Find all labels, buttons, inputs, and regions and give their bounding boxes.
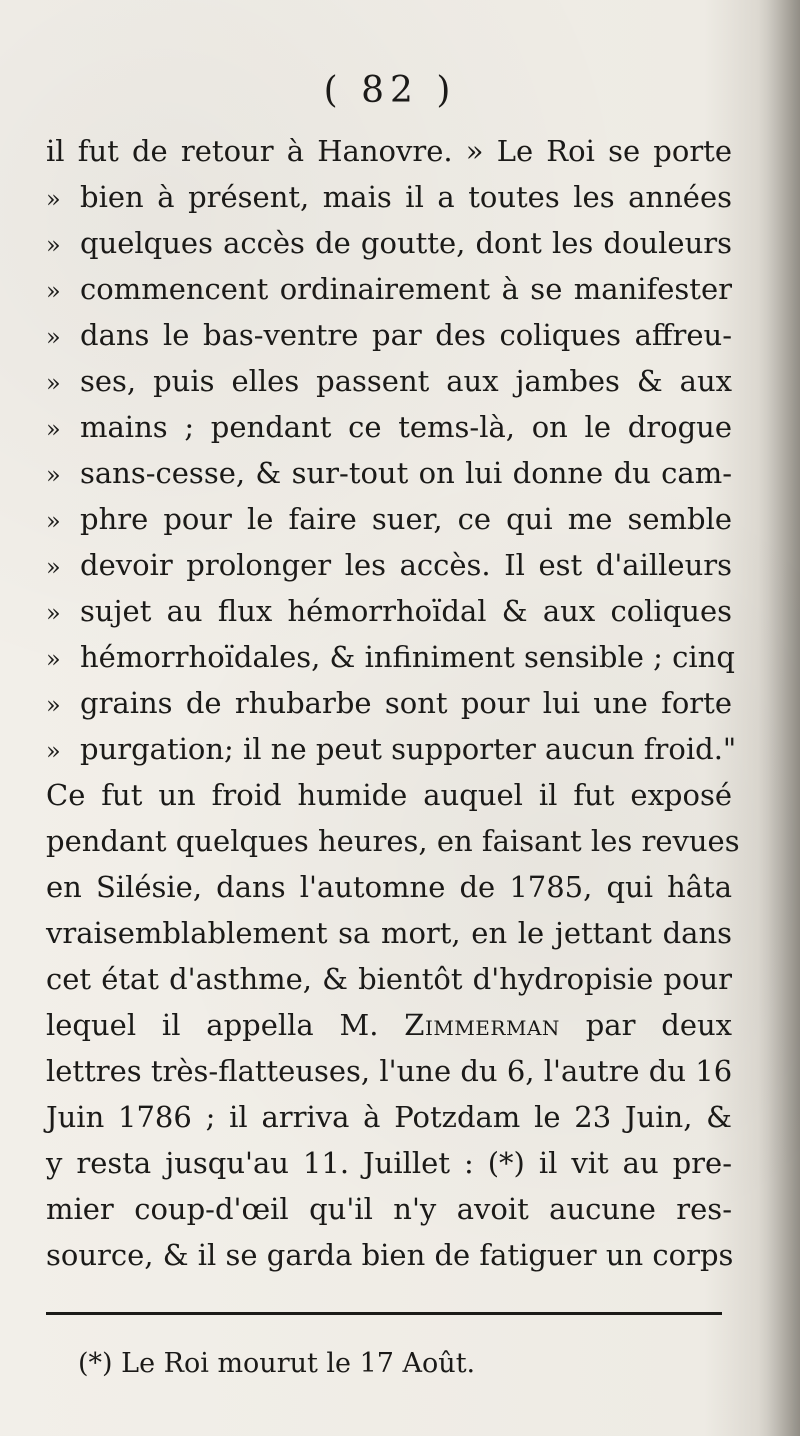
- text-line: lettres très-flatteuses, l'une du 6, l'autre du 16: [46, 1054, 733, 1088]
- text-line-content: devoir prolonger les accès. Il est d'ailleurs: [80, 548, 732, 582]
- main-text: [46, 128, 740, 1278]
- text-line-end: par deux: [585, 1008, 733, 1042]
- footnote-divider: [46, 1312, 722, 1315]
- text-line: vraisemblablement sa mort, en le jettant dans: [46, 916, 732, 950]
- text-line-content: mains ; pendant ce tems-là, on le drogue: [80, 410, 732, 444]
- quoted-line: [46, 220, 732, 266]
- quoted-line: [46, 312, 732, 358]
- footnote: (*) Le Roi mourut le 17 Août.: [78, 1348, 476, 1379]
- quote-mark: »: [46, 599, 61, 627]
- text-line-content: sujet au flux hémorrhoïdal & aux coliques: [80, 594, 732, 628]
- text-line-content: ses, puis elles passent aux jambes & aux: [80, 364, 732, 398]
- text-line-content: commencent ordinairement à se manifester: [80, 272, 732, 306]
- quoted-line: [46, 542, 732, 588]
- page-number: ( 82 ): [323, 70, 457, 111]
- text-line: il fut de retour à Hanovre. » Le Roi se porte: [46, 134, 732, 168]
- text-line: source, & il se garda bien de fatiguer un corps: [46, 1238, 734, 1272]
- quote-mark: »: [46, 415, 61, 443]
- text-line: cet état d'asthme, & bientôt d'hydropisie pour: [46, 962, 732, 996]
- quote-mark: »: [46, 737, 61, 765]
- quoted-line: [46, 496, 732, 542]
- text-line-content: dans le bas-ventre par des coliques affreu-: [80, 318, 732, 352]
- text-line-content: grains de rhubarbe sont pour lui une forte: [80, 686, 732, 720]
- text-line: mier coup-d'œil qu'il n'y avoit aucune res-: [46, 1192, 732, 1226]
- text-line: Ce fut un froid humide auquel il fut exposé: [46, 778, 732, 812]
- quoted-line: [46, 358, 732, 404]
- quoted-line: [46, 450, 732, 496]
- quote-mark: »: [46, 369, 61, 397]
- text-line-content: sans-cesse, & sur-tout on lui donne du cam-: [80, 456, 732, 490]
- quote-mark: »: [46, 231, 61, 259]
- text-line-start: lequel il appella M.: [46, 1008, 379, 1042]
- quoted-line: [46, 404, 732, 450]
- quoted-line: [46, 174, 732, 220]
- text-line: Juin 1786 ; il arriva à Potzdam le 23 Juin, &: [46, 1100, 732, 1134]
- text-line-content: quelques accès de goutte, dont les douleurs: [80, 226, 732, 260]
- quoted-line: [46, 266, 732, 312]
- text-line-content: bien à présent, mais il a toutes les années: [80, 180, 732, 214]
- quote-mark: »: [46, 507, 61, 535]
- quote-mark: »: [46, 461, 61, 489]
- quoted-line: [46, 680, 732, 726]
- text-line: pendant quelques heures, en faisant les revues: [46, 824, 740, 858]
- text-line-content: hémorrhoïdales, & infiniment sensible ; cinq: [80, 640, 735, 674]
- page-gutter-shadow: [758, 0, 800, 1436]
- quoted-line: [46, 634, 735, 680]
- person-name: Zimmerman: [404, 1008, 560, 1042]
- quote-mark: »: [46, 277, 61, 305]
- quoted-line: [46, 726, 737, 772]
- text-line-with-name: [46, 1002, 732, 1048]
- quote-mark: »: [46, 645, 61, 673]
- text-line-content: phre pour le faire suer, ce qui me semble: [80, 502, 732, 536]
- text-line: en Silésie, dans l'automne de 1785, qui hâta: [46, 870, 732, 904]
- quote-mark: »: [46, 553, 61, 581]
- text-line: y resta jusqu'au 11. Juillet : (*) il vit au pre-: [46, 1146, 732, 1180]
- quote-mark: »: [46, 185, 61, 213]
- text-line-content: purgation; il ne peut supporter aucun froid.": [80, 732, 737, 766]
- quote-mark: »: [46, 323, 61, 351]
- quote-mark: »: [46, 691, 61, 719]
- quoted-line: [46, 588, 732, 634]
